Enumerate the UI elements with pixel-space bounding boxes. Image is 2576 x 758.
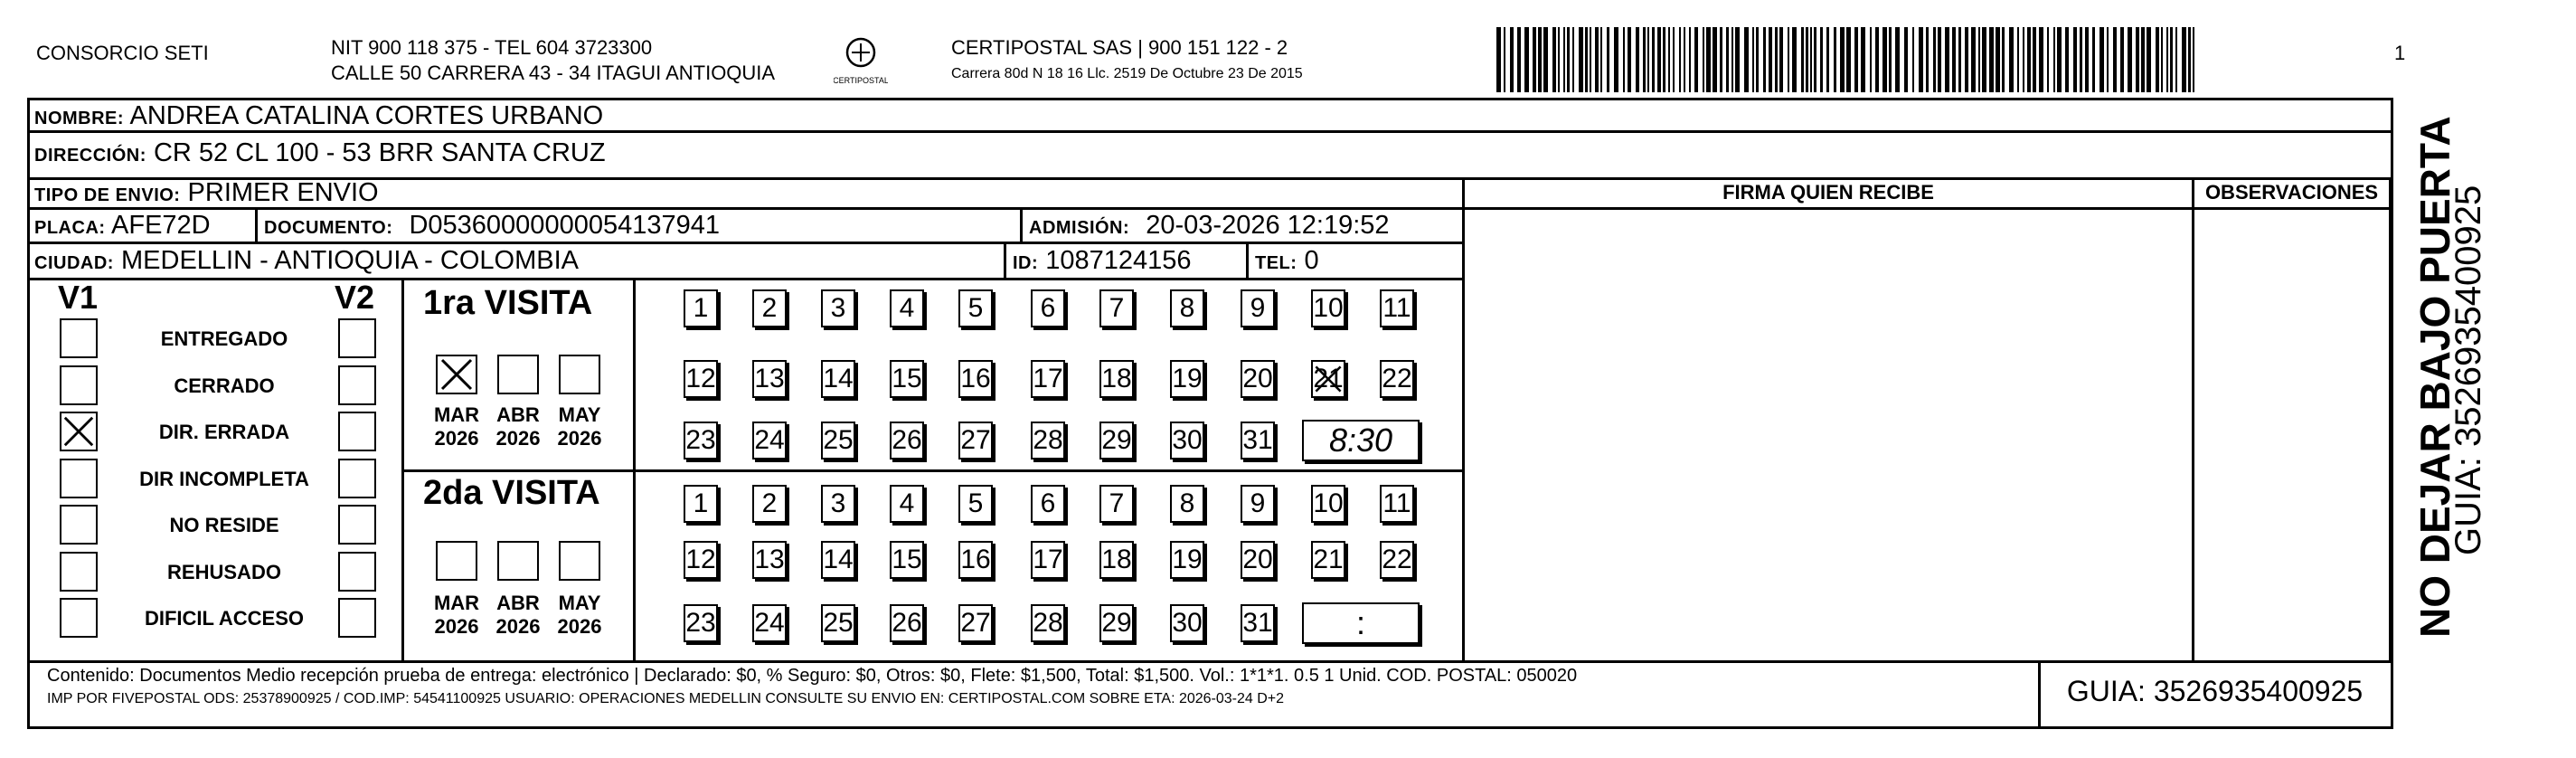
second-day-box[interactable]: 24 [752, 604, 787, 642]
second-day-box[interactable]: 11 [1380, 485, 1414, 523]
ciudad-row [34, 245, 579, 279]
license-line: Carrera 80d N 18 16 Llc. 2519 De Octubre 23 De 2015 [951, 66, 1303, 81]
tipo-label: TIPO DE ENVIO: [34, 185, 181, 205]
footer-guia: GUIA: 3526935400925 [2066, 675, 2364, 707]
second-day-box[interactable]: 17 [1031, 541, 1065, 579]
first-month-label [548, 403, 611, 450]
first-month-checkbox[interactable] [559, 355, 600, 394]
status-option-label: CERRADO [174, 374, 275, 397]
second-day-box[interactable]: 1 [684, 485, 718, 523]
v2-checkbox[interactable] [338, 412, 376, 451]
first-day-box[interactable]: 6 [1031, 289, 1065, 327]
nombre-value: ANDREA CATALINA CORTES URBANO [129, 101, 604, 130]
second-time-box[interactable]: : [1302, 602, 1420, 644]
v1-checkbox[interactable] [60, 318, 98, 358]
month-name: MAY [558, 403, 601, 426]
second-day-box[interactable]: 23 [684, 604, 718, 642]
month-year: 2026 [557, 615, 602, 638]
v1-heading: V1 [58, 279, 99, 316]
first-month-checkbox[interactable] [497, 355, 539, 394]
second-day-box[interactable]: 12 [684, 541, 718, 579]
direccion-row [34, 137, 606, 171]
second-day-box[interactable]: 31 [1241, 604, 1275, 642]
first-day-box[interactable]: 22 [1380, 360, 1414, 398]
second-day-box[interactable]: 16 [958, 541, 993, 579]
second-day-box[interactable]: 25 [821, 604, 855, 642]
second-month-label [486, 592, 550, 639]
second-month-checkbox[interactable] [559, 541, 600, 581]
month-name: MAY [558, 592, 601, 614]
id-value: 1087124156 [1045, 246, 1192, 275]
month-year: 2026 [434, 615, 479, 638]
first-month-label [486, 403, 550, 450]
ciudad-label: CIUDAD: [34, 253, 114, 273]
first-day-box[interactable]: 11 [1380, 289, 1414, 327]
status-option-label: DIFICIL ACCESO [144, 607, 304, 630]
v1-checkbox[interactable] [60, 598, 98, 638]
first-day-box[interactable]: 19 [1170, 360, 1204, 398]
v2-checkbox[interactable] [338, 598, 376, 638]
warning-text: NO DEJAR BAJO PUERTA [2411, 116, 2458, 638]
second-month-label [548, 592, 611, 639]
observaciones-heading: OBSERVACIONES [2204, 181, 2379, 204]
status-option-label: REHUSADO [167, 560, 281, 583]
first-month-checkbox[interactable] [436, 355, 477, 394]
month-name: MAR [433, 592, 480, 614]
v2-checkbox[interactable] [338, 318, 376, 358]
second-day-box[interactable]: 29 [1099, 604, 1134, 642]
first-day-box[interactable]: 23 [684, 422, 718, 460]
barcode [1496, 27, 2202, 92]
id-label: ID: [1013, 253, 1039, 273]
contenido-line: Contenido: Documentos Medio recepción prueba de entrega: electrónico | Declarado: $0, % Seguro: $0, Otros: $0, Flete: $1,500, Total: $1,500. Vol.: 1*1*1. 0.5 1 Unid. COD. POSTAL: 050020 [47, 666, 1578, 686]
tel-label: TEL: [1255, 253, 1297, 273]
second-day-box[interactable]: 4 [890, 485, 924, 523]
first-day-box[interactable]: 12 [684, 360, 718, 398]
first-day-box[interactable]: 13 [752, 360, 787, 398]
first-day-box[interactable]: 30 [1170, 422, 1204, 460]
documento-value: D05360000000054137941 [409, 211, 720, 240]
address-line: CALLE 50 CARRERA 43 - 34 ITAGUI ANTIOQUIA [331, 62, 776, 84]
first-day-box[interactable]: 4 [890, 289, 924, 327]
first-day-box[interactable]: 29 [1099, 422, 1134, 460]
v2-checkbox[interactable] [338, 552, 376, 592]
month-name: ABR [496, 592, 540, 614]
tipo-value: PRIMER ENVIO [187, 178, 379, 207]
first-day-box[interactable]: 16 [958, 360, 993, 398]
first-day-box[interactable]: 25 [821, 422, 855, 460]
first-day-box[interactable]: 14 [821, 360, 855, 398]
imp-line: IMP POR FIVEPOSTAL ODS: 25378900925 / COD.IMP: 54541100925 USUARIO: OPERACIONES MEDELLIN CONSULTE SU ENVIO EN: CERTIPOSTAL.COM SOBRE ETA: 2026-03-24 D+2 [47, 691, 1285, 706]
nombre-label: NOMBRE: [34, 109, 125, 128]
certipostal-line: CERTIPOSTAL SAS | 900 151 122 - 2 [951, 36, 1288, 59]
first-day-box[interactable]: 18 [1099, 360, 1134, 398]
firma-heading: FIRMA QUIEN RECIBE [1722, 181, 1934, 204]
status-option-label: DIR INCOMPLETA [139, 467, 309, 490]
first-day-box[interactable]: 20 [1241, 360, 1275, 398]
second-day-box[interactable]: 9 [1241, 485, 1275, 523]
first-day-box[interactable]: 15 [890, 360, 924, 398]
admision-label: ADMISIÓN: [1029, 218, 1130, 238]
second-day-box[interactable]: 6 [1031, 485, 1065, 523]
v2-checkbox[interactable] [338, 459, 376, 498]
first-day-box[interactable]: 17 [1031, 360, 1065, 398]
admision-value: 20-03-2026 12:19:52 [1146, 211, 1390, 240]
tel-value: 0 [1304, 246, 1319, 275]
second-day-box[interactable]: 15 [890, 541, 924, 579]
second-day-box[interactable]: 2 [752, 485, 787, 523]
first-day-box[interactable]: 31 [1241, 422, 1275, 460]
second-day-box[interactable]: 3 [821, 485, 855, 523]
first-day-box[interactable]: 24 [752, 422, 787, 460]
first-month-label [425, 403, 488, 450]
second-day-box[interactable]: 26 [890, 604, 924, 642]
first-day-box[interactable]: 28 [1031, 422, 1065, 460]
first-day-box[interactable]: 1 [684, 289, 718, 327]
side-guia: GUIA: 3526935400925 [2449, 185, 2488, 555]
month-year: 2026 [557, 427, 602, 450]
status-option-label: DIR. ERRADA [158, 421, 290, 443]
month-year: 2026 [495, 615, 541, 638]
documento-label: DOCUMENTO: [264, 218, 393, 238]
second-day-box[interactable]: 7 [1099, 485, 1134, 523]
month-year: 2026 [434, 427, 479, 450]
status-option-label: NO RESIDE [169, 514, 279, 536]
second-day-box[interactable]: 5 [958, 485, 993, 523]
v1-checkbox[interactable] [60, 412, 98, 451]
first-day-box[interactable]: 8 [1170, 289, 1204, 327]
certipostal-logo [834, 33, 888, 89]
second-day-box[interactable]: 28 [1031, 604, 1065, 642]
placa-row [34, 210, 211, 243]
second-day-box[interactable]: 27 [958, 604, 993, 642]
month-name: MAR [433, 403, 480, 426]
second-month-checkbox[interactable] [497, 541, 539, 581]
second-visit-title: 2da VISITA [423, 474, 600, 512]
v2-checkbox[interactable] [338, 505, 376, 545]
month-year: 2026 [495, 427, 541, 450]
v1-checkbox[interactable] [60, 365, 98, 405]
first-day-box[interactable]: 3 [821, 289, 855, 327]
second-day-box[interactable]: 22 [1380, 541, 1414, 579]
tipo-row [34, 177, 379, 211]
first-time-box[interactable]: 8:30 [1302, 420, 1420, 461]
month-name: ABR [496, 403, 540, 426]
v2-checkbox[interactable] [338, 365, 376, 405]
v1-checkbox[interactable] [60, 459, 98, 498]
second-day-box[interactable]: 21 [1311, 541, 1345, 579]
placa-label: PLACA: [34, 218, 106, 238]
second-day-box[interactable]: 13 [752, 541, 787, 579]
second-day-box[interactable]: 20 [1241, 541, 1275, 579]
first-visit-title: 1ra VISITA [423, 284, 593, 322]
second-day-box[interactable]: 14 [821, 541, 855, 579]
status-option-label: ENTREGADO [160, 327, 288, 350]
page-marker: 1 [2394, 42, 2406, 64]
direccion-value: CR 52 CL 100 - 53 BRR SANTA CRUZ [153, 138, 606, 167]
id-row [1013, 245, 1192, 279]
documento-row [264, 210, 720, 243]
second-day-box[interactable]: 8 [1170, 485, 1204, 523]
tel-row [1255, 245, 1319, 279]
second-month-label [425, 592, 488, 639]
second-month-checkbox[interactable] [436, 541, 477, 581]
second-day-box[interactable]: 10 [1311, 485, 1345, 523]
second-day-box[interactable]: 19 [1170, 541, 1204, 579]
v1-checkbox[interactable] [60, 505, 98, 545]
logo-text: CERTIPOSTAL [834, 76, 888, 85]
v2-heading: V2 [335, 279, 375, 316]
nombre-row [34, 100, 603, 134]
company-name: CONSORCIO SETI [36, 42, 209, 64]
placa-value: AFE72D [111, 211, 211, 240]
first-day-box[interactable]: 9 [1241, 289, 1275, 327]
nit-line: NIT 900 118 375 - TEL 604 3723300 [331, 36, 653, 59]
first-day-box[interactable]: 26 [890, 422, 924, 460]
first-day-box[interactable]: 2 [752, 289, 787, 327]
first-day-box[interactable]: 21 [1311, 360, 1345, 398]
second-day-box[interactable]: 30 [1170, 604, 1204, 642]
second-day-box[interactable]: 18 [1099, 541, 1134, 579]
first-day-box[interactable]: 7 [1099, 289, 1134, 327]
admision-row [1029, 210, 1390, 243]
first-day-box[interactable]: 27 [958, 422, 993, 460]
direccion-label: DIRECCIÓN: [34, 146, 146, 166]
first-day-box[interactable]: 10 [1311, 289, 1345, 327]
ciudad-value: MEDELLIN - ANTIOQUIA - COLOMBIA [121, 246, 579, 275]
first-day-box[interactable]: 5 [958, 289, 993, 327]
v1-checkbox[interactable] [60, 552, 98, 592]
